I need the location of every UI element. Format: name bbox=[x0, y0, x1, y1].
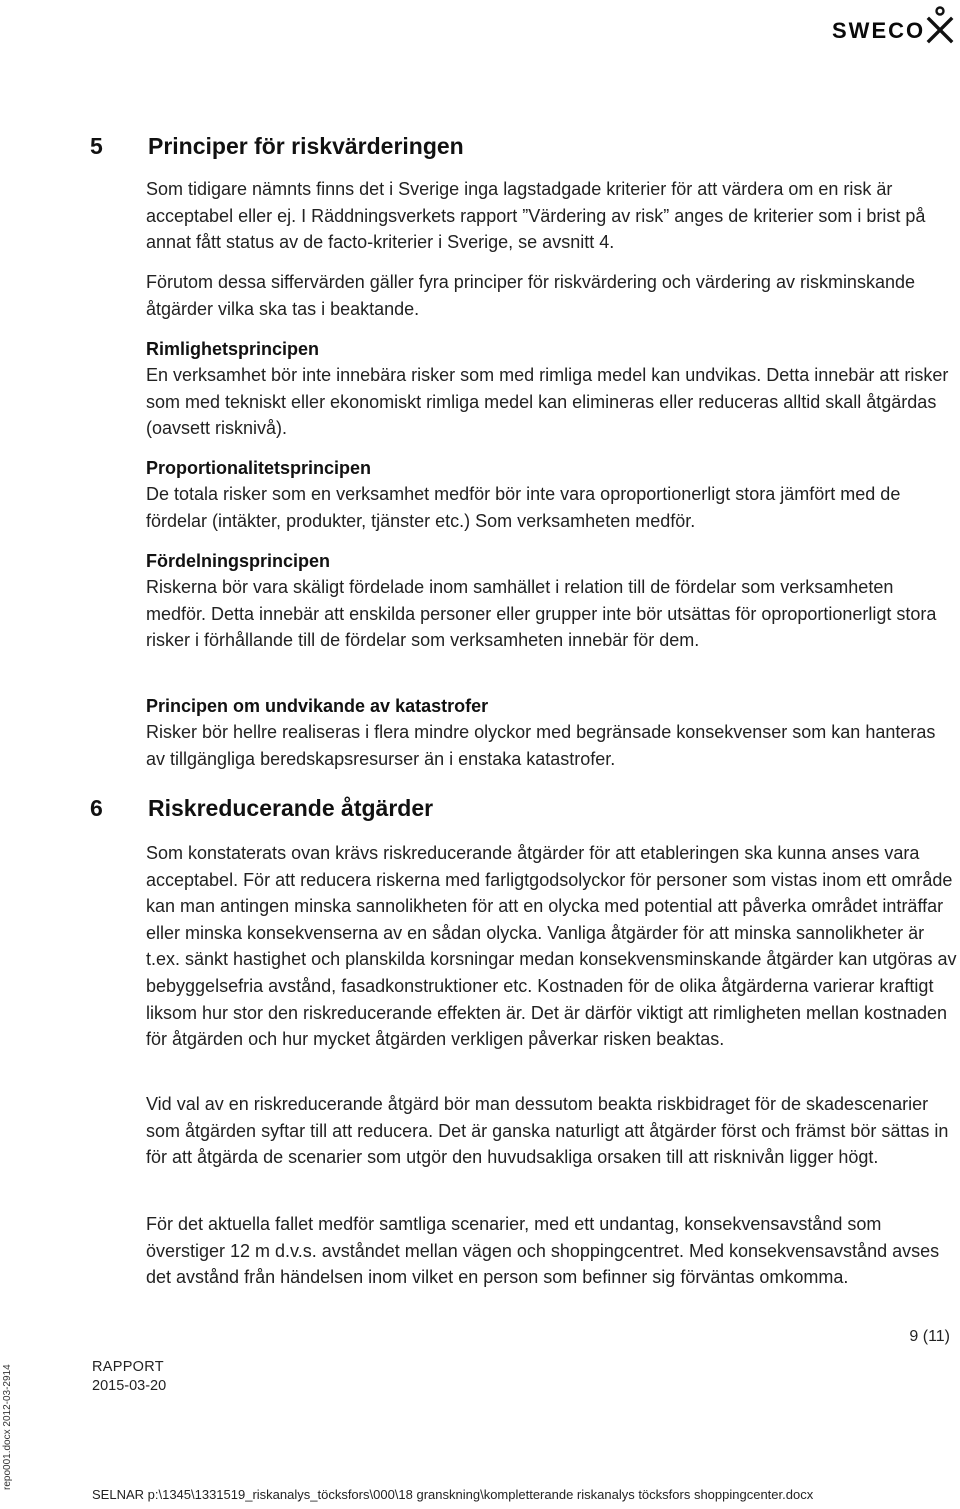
principle-text: Risker bör hellre realiseras i flera mindre olyckor med begränsade konsekvenser som kan hanteras av tillgängliga beredskapsresurser än i enstaka katastrofer. bbox=[146, 722, 936, 769]
logo-wordmark: SWECO bbox=[832, 18, 926, 43]
sweco-logo bbox=[832, 6, 958, 46]
file-path: SELNAR p:\1345\1331519_riskanalys_töcksfors\000\18 granskning\kompletterande riskanalys töcksfors shoppingcenter.docx bbox=[92, 1487, 814, 1502]
principle-title: Proportionalitetsprincipen bbox=[146, 458, 372, 478]
section-title: Riskreducerande åtgärder bbox=[148, 795, 434, 821]
section-number: 6 bbox=[90, 795, 103, 821]
sweco-star-icon bbox=[924, 6, 956, 44]
page-number: 9 (11) bbox=[909, 1328, 950, 1345]
paragraph: För det aktuella fallet medför samtliga scenarier, med ett undantag, konsekvensavstånd som överstiger 12 m d.v.s. avståndet mellan vägen och shoppingcentret. Med konsekvensavstånd avses det avstånd från händelsen inom vilket en person som befinner sig förväntas omkomma. bbox=[146, 1214, 940, 1288]
principle-text: Riskerna bör vara skäligt fördelade inom samhället i relation till de fördelar som verksamheten medför. Detta innebär att enskilda personer eller grupper inte bör utsättas för oproportionerligt stora risker i förhållande till de fördelar som verksamheten innebär för dem. bbox=[146, 577, 937, 651]
paragraph: Som tidigare nämnts finns det i Sverige inga lagstadgade kriterier för att värdera om en risk är acceptabel eller ej. I Räddningsverkets rapport ”Värdering av risk” anges de kriterier som i brist på annat fått status av de facto-kriterier i Sverige, se avsnitt 4. bbox=[146, 179, 926, 253]
principle-text: En verksamhet bör inte innebära risker som med rimliga medel kan undvikas. Detta innebär att risker som med tekniskt eller ekonomiskt rimliga medel kan elimineras eller reduceras alltid skall åtgärdas (oavsett risknivå). bbox=[146, 365, 949, 439]
principle-text: De totala risker som en verksamhet medför bör inte vara oproportionerligt stora jämfört med de fördelar (intäkter, produkter, tjänster etc.) Som verksamheten medför. bbox=[146, 484, 901, 531]
principle-title: Rimlighetsprincipen bbox=[146, 339, 320, 359]
principle-title: Principen om undvikande av katastrofer bbox=[146, 696, 489, 716]
paragraph: Som konstaterats ovan krävs riskreducerande åtgärder för att etableringen ska kunna anses vara acceptabel. För att reducera riskerna med farligtgodsolyckor för personer som vistas inom ett område kan man antingen minska sannolikheten för att en olycka med potential att påverka området inträffar eller minska konsekvenserna av en sådan olycka. Vanliga åtgärder för att minska sannolikheter är t.ex. sänkt hastighet och planskilda korsningar medan konsekvensminskande åtgärder kan utgöras av bebyggelsefria avstånd, fasadkonstruktioner etc. Kostnaden för de olika åtgärderna varierar kraftigt liksom hur stor den riskreducerande effekten är. Det är därför viktigt att rimligheten mellan kostnaden för åtgärden och hur mycket åtgärden verkligen påverkar risken beaktas. bbox=[146, 843, 957, 1050]
paragraph: Förutom dessa siffervärden gäller fyra principer för riskvärdering och värdering av riskminskande åtgärder vilka ska tas i beaktande. bbox=[146, 272, 915, 319]
paragraph: Vid val av en riskreducerande åtgärd bör man dessutom beakta riskbidraget för de skadescenarier som åtgärden syftar till att reducera. Det är ganska naturligt att åtgärder först och främst bör sättas in för att åtgärda de scenarier som utgör den huvudsakliga orsaken till att risknivån ligger högt. bbox=[146, 1094, 949, 1168]
template-tag: repo001.docx 2012-03-2914 bbox=[2, 1364, 13, 1490]
section-title: Principer för riskvärderingen bbox=[148, 133, 464, 159]
document-date: 2015-03-20 bbox=[92, 1378, 167, 1394]
document-type: RAPPORT bbox=[92, 1359, 164, 1375]
section-number: 5 bbox=[90, 133, 103, 159]
principle-title: Fördelningsprincipen bbox=[146, 551, 331, 571]
